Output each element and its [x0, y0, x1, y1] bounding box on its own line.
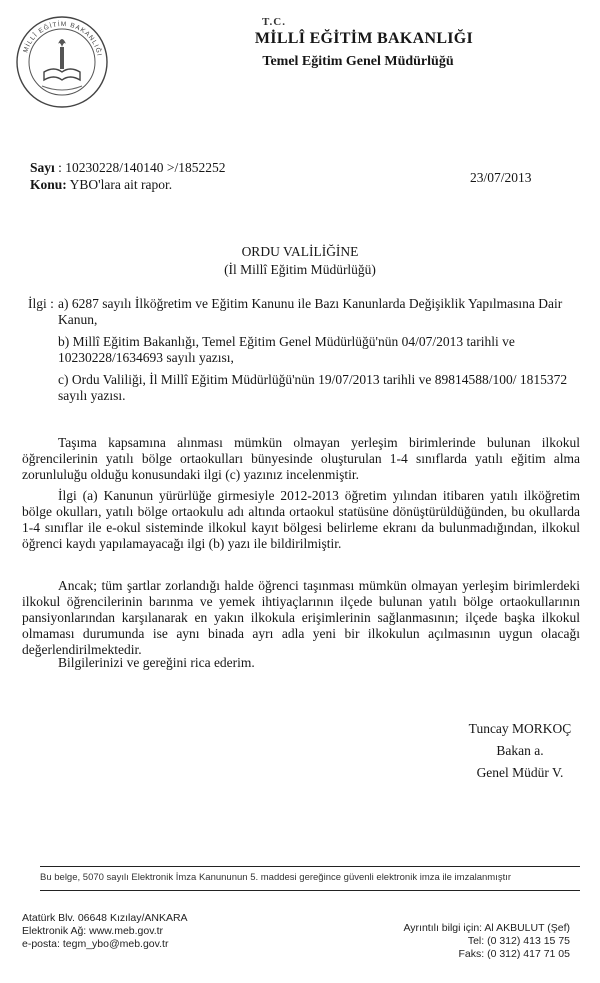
paragraph-2: İlgi (a) Kanunun yürürlüğe girmesiyle 2012-2013 öğretim yılından itibaren yatılı ilköğretim bölge okulları, yatılı bölge ortaokulu adı altında ortaokul statüsüne dönüştürüldüğünden, bu okullarda 1-4 sınıflar ile e-okul sisteminde ilkokul kayıt bölgesi belirleme ekranı da bulunmadığından, ilkokul öğrenci kaydı yapılamayacağı ilgi (b) yazı ile bildirilmiştir. [22, 488, 580, 551]
footer-rule-top [40, 866, 580, 867]
ministry-name: MİLLÎ EĞİTİM BAKANLIĞI [254, 30, 474, 47]
svg-text:MİLLÎ EĞİTİM BAKANLIĞI: MİLLÎ EĞİTİM BAKANLIĞI [22, 20, 103, 58]
ilgi-label: İlgi : [28, 296, 54, 311]
footer-address: Atatürk Blv. 06648 Kızılay/ANKARA [22, 912, 188, 924]
ilgi-item-b-text: b) Millî Eğitim Bakanlığı, Temel Eğitim Genel Müdürlüğü'nün 04/07/2013 tarihli ve 10230228/1634693 sayılı yazısı, [58, 334, 515, 365]
paragraph-3: Ancak; tüm şartlar zorlandığı halde öğrenci taşınması mümkün olmayan yerleşim birimlerdeki ilkokul öğrencilerinin barınma ve yemek ihtiyaçlarının ilçede bulunan yatılı bölge ortaokullarının pansiyonlarından karşılanarak en yakın ilkokula erişimlerinin sağlanmasının; ilçede başka ilkokul olmaması durumunda ise aynı binada ayrı adla yeni bir ilkokulun açılmasının uygun olacağı değerlendirilmektedir. [22, 578, 580, 657]
ilgi-block [28, 296, 580, 404]
signature-block [445, 718, 595, 784]
footer-web: Elektronik Ağ: www.meb.gov.tr [22, 925, 164, 937]
footer-email: e-posta: tegm_ybo@meb.gov.tr [22, 938, 169, 950]
footer-rule-bottom [40, 890, 580, 891]
konu-line [30, 177, 172, 193]
e-signature-footnote: Bu belge, 5070 sayılı Elektronik İmza Kanununun 5. maddesi gereğince güvenli elektronik imza ile imzalanmıştır [40, 872, 512, 883]
paragraph-4: Bilgilerinizi ve gereğini rica ederim. [58, 655, 255, 670]
footer-tel: Tel: (0 312) 413 15 75 [467, 935, 570, 947]
paragraph-1: Taşıma kapsamına alınması mümkün olmayan yerleşim birimlerinde bulunan ilkokul öğrencilerinin yatılı bölge ortaokulları bünyesinde oluşturulan 1-4 sınıflarda yatılı eğitim alma zorunluluğu olduğu konusundaki ilgi (c) yazınız incelenmiştir. [22, 435, 580, 482]
konu-value: YBO'lara ait rapor. [69, 177, 173, 192]
header-tc: T.C. [262, 16, 286, 28]
sayi-label: Sayı [30, 160, 55, 175]
department-name: Temel Eğitim Genel Müdürlüğü [262, 54, 454, 69]
footer-fax: Faks: (0 312) 417 71 05 [458, 948, 570, 960]
signer-title-2: Genel Müdür V. [476, 765, 564, 780]
footer-left [22, 912, 188, 951]
ilgi-item-b [28, 334, 580, 366]
ilgi-item-a [28, 296, 580, 328]
konu-label: Konu: [30, 177, 67, 192]
ilgi-item-a-text: a) 6287 sayılı İlköğretim ve Eğitim Kanunu ile Bazı Kanunlarda Değişiklik Yapılmasına Dair Kanun, [58, 296, 563, 327]
signer-title-1: Bakan a. [496, 743, 544, 758]
footer-contact: Ayrıntılı bilgi için: Al AKBULUT (Şef) [403, 922, 570, 934]
sayi-value: : 10230228/140140 >/1852252 [58, 160, 226, 175]
signer-name: Tuncay MORKOÇ [468, 721, 572, 736]
document-date: 23/07/2013 [470, 170, 532, 185]
addressee-line2: (İl Millî Eğitim Müdürlüğü) [224, 262, 376, 277]
sayi-line [30, 160, 226, 176]
ilgi-item-c [28, 372, 580, 404]
addressee-line1: ORDU VALİLİĞİNE [241, 244, 359, 259]
footer-right [370, 922, 570, 961]
ilgi-item-c-text: c) Ordu Valiliği, İl Millî Eğitim Müdürlüğü'nün 19/07/2013 tarihli ve 89814588/100/ 1815372 sayılı yazısı. [58, 372, 568, 403]
